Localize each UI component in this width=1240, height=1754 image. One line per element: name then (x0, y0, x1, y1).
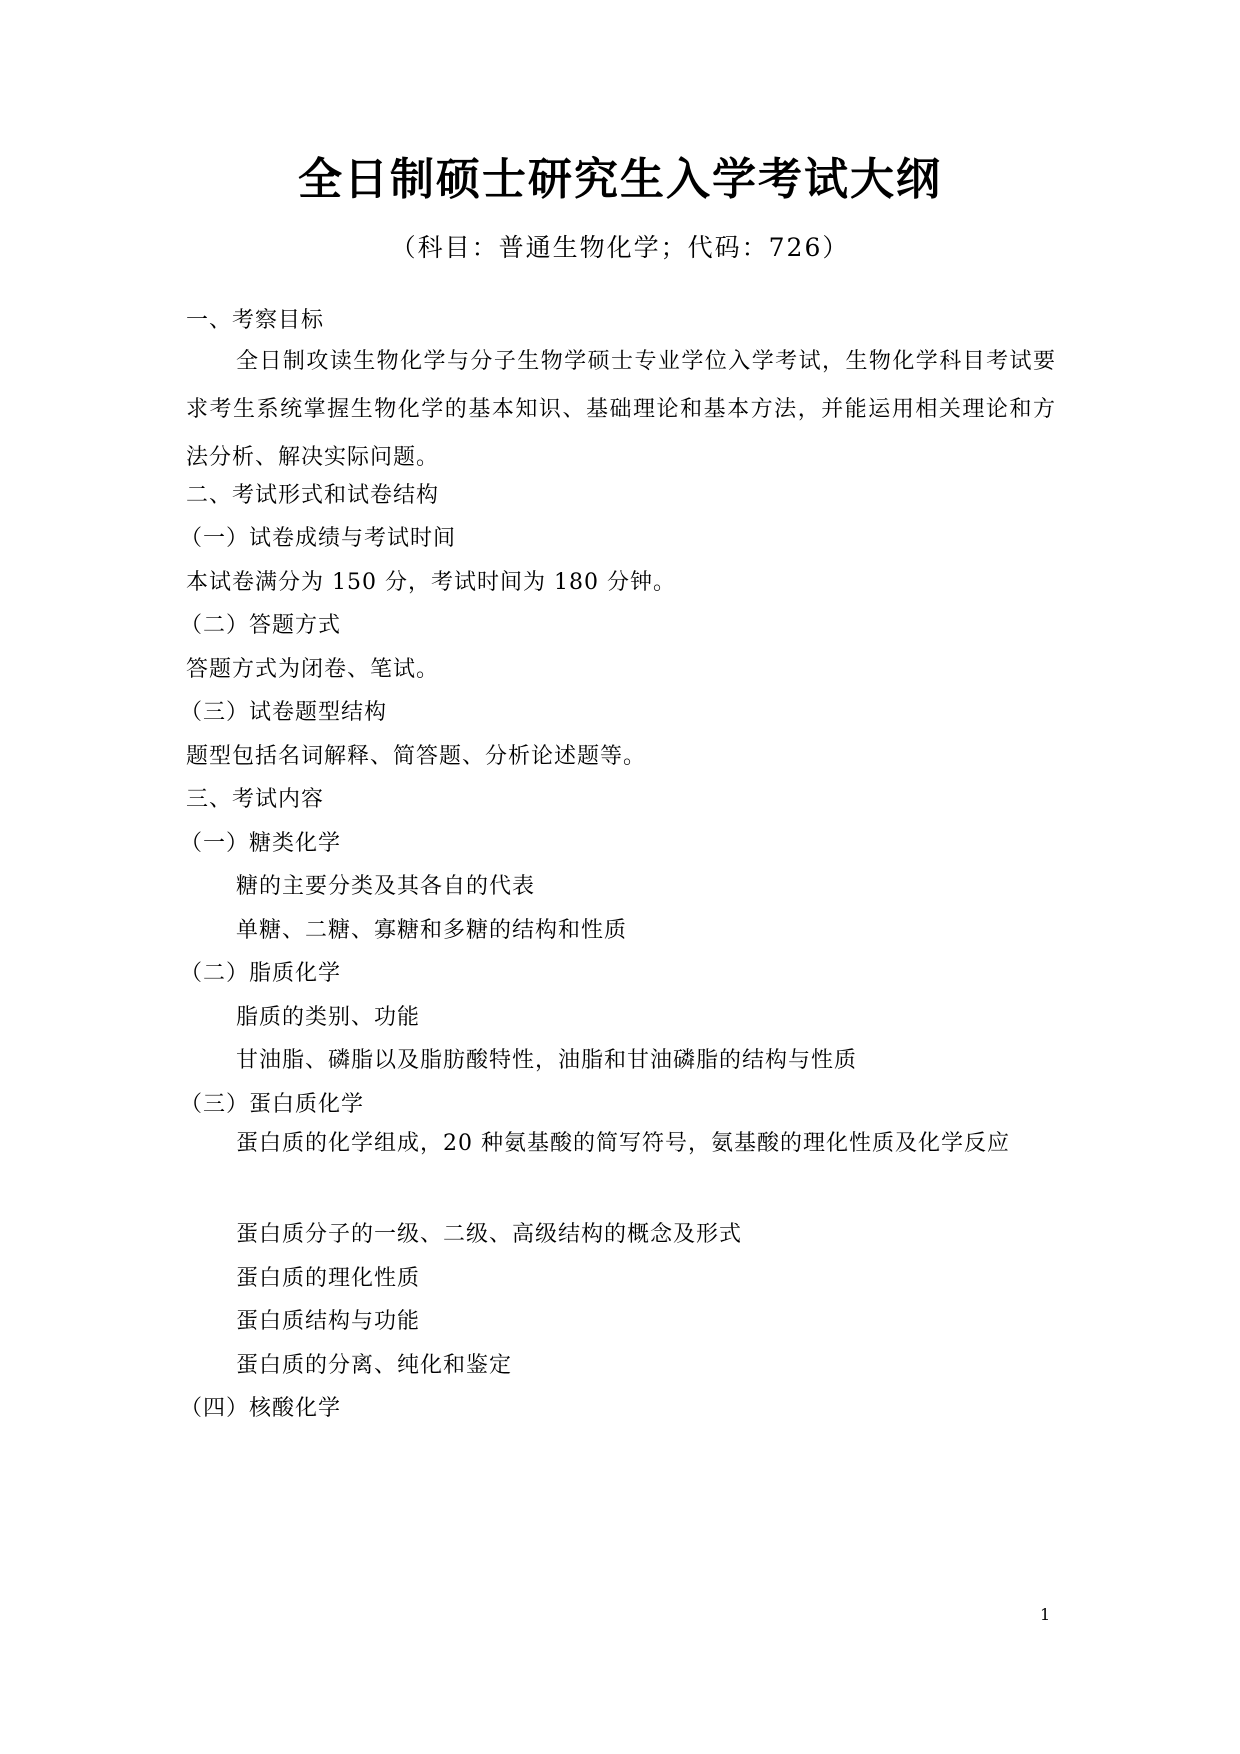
list-item: 蛋白质结构与功能 (236, 1309, 421, 1334)
list-item: 蛋白质的分离、纯化和鉴定 (236, 1353, 513, 1378)
list-item: 糖的主要分类及其各自的代表 (236, 874, 536, 899)
list-item: 蛋白质分子的一级、二级、高级结构的概念及形式 (236, 1222, 743, 1247)
objectives-paragraph: 全日制攻读生物化学与分子生物学硕士专业学位入学考试，生物化学科目考试要求考生系统掌握生物化学的基本知识、基础理论和基本方法，并能运用相关理论和方法分析、解决实际问题。 (186, 349, 1056, 470)
subheading-lipids: （二）脂质化学 (180, 961, 342, 986)
subheading-nucleic-acids: （四）核酸化学 (180, 1396, 342, 1421)
subheading-question-types: （三）试卷题型结构 (180, 700, 388, 725)
list-item: 单糖、二糖、寡糖和多糖的结构和性质 (236, 918, 628, 943)
subheading-answer-mode: （二）答题方式 (180, 613, 342, 638)
document-title: 全日制硕士研究生入学考试大纲 (298, 154, 942, 205)
page-number: 1 (1040, 1605, 1051, 1624)
list-item: 蛋白质的理化性质 (236, 1266, 421, 1291)
section-heading-content: 三、考试内容 (186, 787, 325, 812)
section-heading-format: 二、考试形式和试卷结构 (186, 483, 440, 508)
section-heading-objectives: 一、考察目标 (186, 308, 325, 333)
subheading-score-time: （一）试卷成绩与考试时间 (180, 526, 457, 551)
subheading-proteins: （三）蛋白质化学 (180, 1092, 365, 1117)
subheading-carbohydrates: （一）糖类化学 (180, 831, 342, 856)
answer-mode-text: 答题方式为闭卷、笔试。 (186, 657, 440, 682)
question-types-text: 题型包括名词解释、简答题、分析论述题等。 (186, 744, 647, 769)
list-item: 甘油脂、磷脂以及脂肪酸特性，油脂和甘油磷脂的结构与性质 (236, 1048, 858, 1073)
list-item: 脂质的类别、功能 (236, 1005, 421, 1030)
list-item: 蛋白质的化学组成，20 种氨基酸的简写符号，氨基酸的理化性质及化学反应 (236, 1131, 1010, 1156)
document-subtitle: （科目：普通生物化学；代码：726） (390, 233, 850, 262)
score-time-text: 本试卷满分为 150 分，考试时间为 180 分钟。 (186, 570, 676, 595)
